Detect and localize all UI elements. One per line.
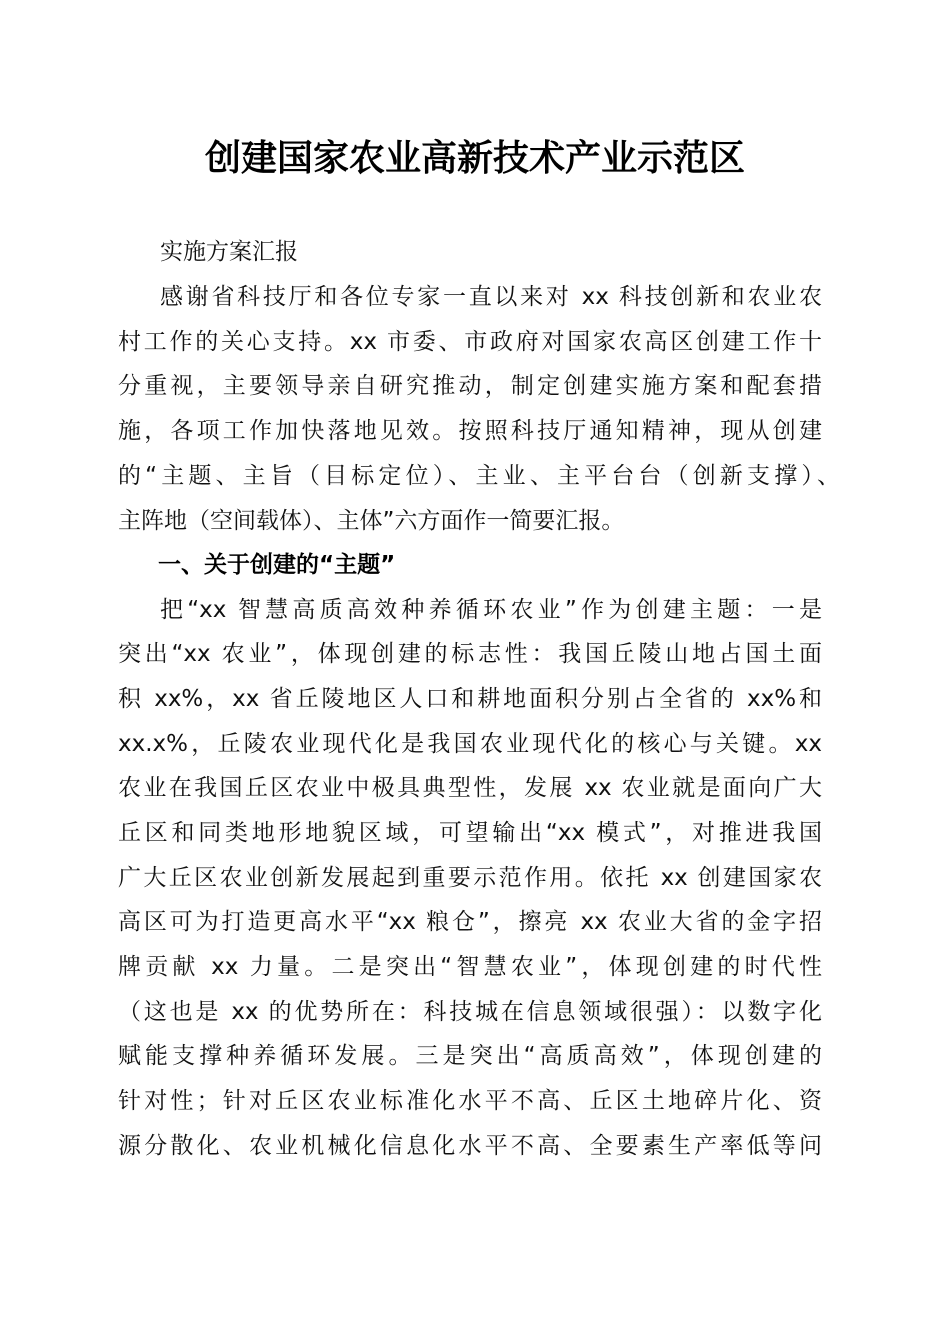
- paragraph-line: 牌贡献 xx 力量。二是突出“智慧农业”，体现创建的时代性: [118, 954, 822, 980]
- paragraph-line: 针对性；针对丘区农业标准化水平不高、丘区土地碎片化、资: [118, 1088, 822, 1114]
- paragraph-line: 源分散化、农业机械化信息化水平不高、全要素生产率低等问: [118, 1133, 822, 1159]
- paragraph-line: 农业在我国丘区农业中极具典型性，发展 xx 农业就是面向广大: [118, 775, 822, 801]
- section-heading: 一、关于创建的“主题”: [158, 552, 396, 578]
- paragraph-line: 的“主题、主旨（目标定位）、主业、主平台台（创新支撑）、: [118, 463, 840, 489]
- paragraph-line: 主阵地（空间载体）、主体”六方面作一简要汇报。: [118, 508, 625, 534]
- paragraph-line: 感谢省科技厅和各位专家一直以来对 xx 科技创新和农业农: [160, 284, 822, 310]
- document-title: 创建国家农业高新技术产业示范区: [204, 137, 745, 179]
- paragraph-line: 广大丘区农业创新发展起到重要示范作用。依托 xx 创建国家农: [118, 865, 822, 891]
- paragraph-line: （这也是 xx 的优势所在：科技城在信息领域很强）：以数字化: [118, 999, 822, 1025]
- paragraph-line: xx.x%，丘陵农业现代化是我国农业现代化的核心与关键。xx: [118, 731, 822, 757]
- paragraph-line: 把“xx 智慧高质高效种养循环农业”作为创建主题：一是: [160, 597, 822, 623]
- paragraph-line: 突出“xx 农业”，体现创建的标志性：我国丘陵山地占国土面: [118, 641, 822, 667]
- paragraph-line: 赋能支撑种养循环发展。三是突出“高质高效”，体现创建的: [118, 1043, 822, 1069]
- paragraph-line: 高区可为打造更高水平“xx 粮仓”，擦亮 xx 农业大省的金字招: [118, 909, 822, 935]
- paragraph-line: 施，各项工作加快落地见效。按照科技厅通知精神，现从创建: [118, 418, 822, 444]
- paragraph-line: 村工作的关心支持。xx 市委、市政府对国家农高区创建工作十: [118, 329, 822, 355]
- paragraph-line: 丘区和同类地形地貌区域，可望输出“xx 模式”，对推进我国: [118, 820, 822, 846]
- document-subtitle: 实施方案汇报: [160, 239, 298, 265]
- paragraph-line: 积 xx%，xx 省丘陵地区人口和耕地面积分别占全省的 xx%和: [118, 686, 822, 712]
- paragraph-line: 分重视，主要领导亲自研究推动，制定创建实施方案和配套措: [118, 373, 822, 399]
